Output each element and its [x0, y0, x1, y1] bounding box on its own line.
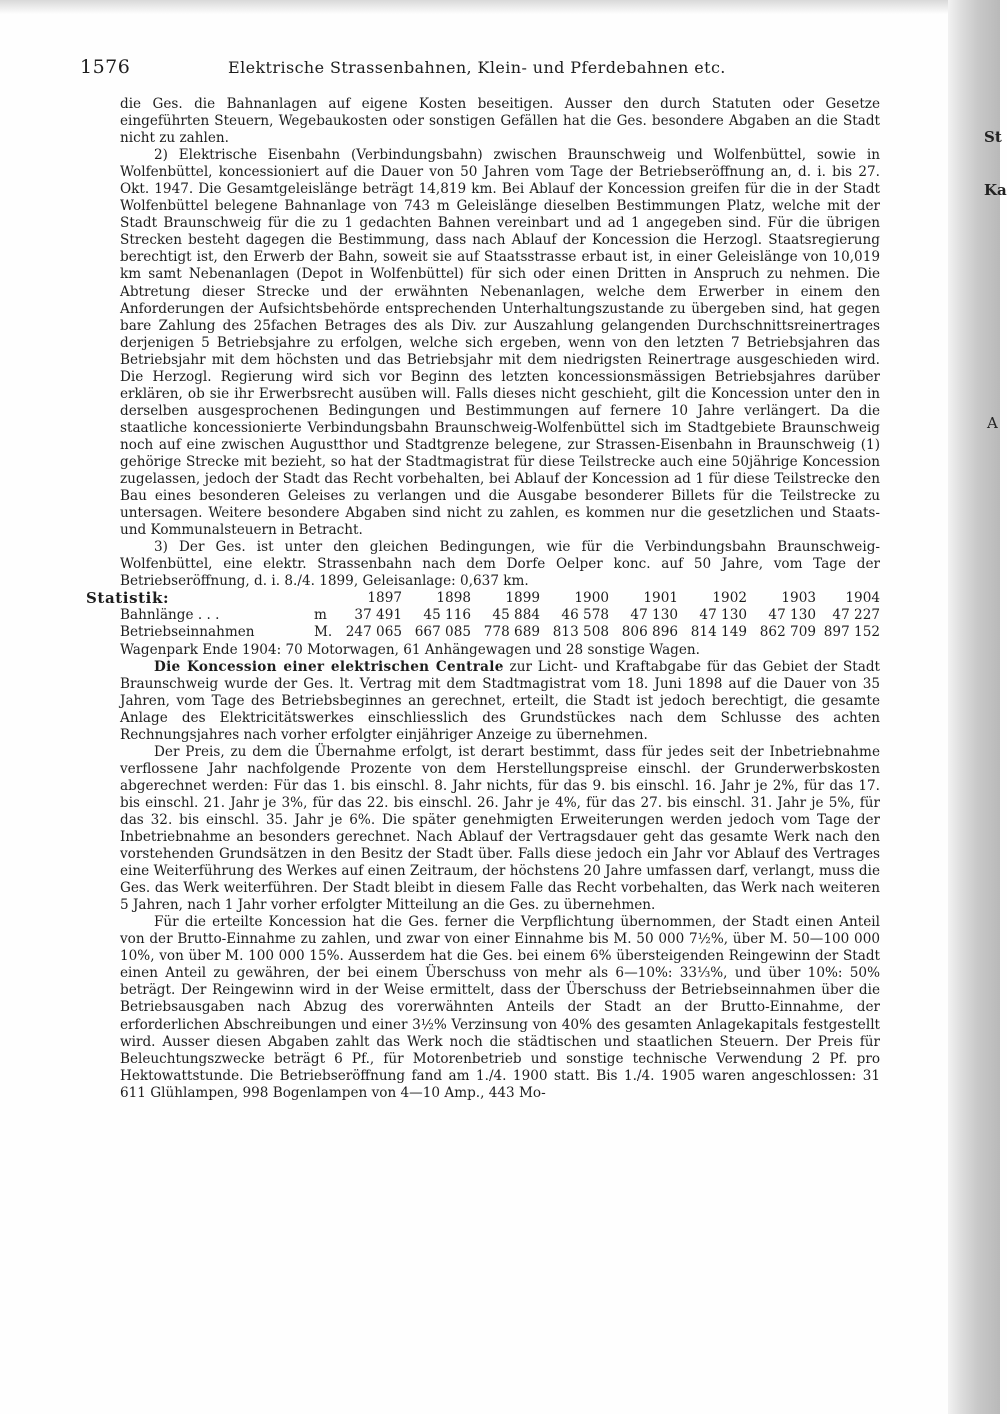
table-row [120, 624, 880, 641]
page-number: 1576 [80, 56, 131, 78]
table-cell: 778 689 [483, 624, 540, 641]
table-cell: 813 508 [552, 624, 609, 641]
row-unit: M. [314, 624, 333, 641]
table-cell: 814 149 [690, 624, 747, 641]
row-label: Betriebseinnahmen [120, 624, 255, 641]
scan-edge-right [948, 0, 1000, 1414]
table-cell: 47 130 [630, 607, 678, 624]
paragraph-text: zur Licht- und Kraftabgabe für das Gebiet der Stadt Braunschweig wurde der Ges. lt. Vertrag mit dem Stadtmagistrat vom 18. Juni 1898 auf die Dauer von 35 Jahren, vom Tage des Betriebsbeginnes an gerechnet, erteilt, die Stadt ist jedoch berechtigt, die gesamte Anlage des Elektricitätswerkes einschliesslich des Grundstückes nach dem Schlusse des achten Rechnungsjahres nach vorher erfolgter einjähriger Anzeige zu übernehmen. [120, 658, 880, 743]
table-cell: 806 896 [621, 624, 678, 641]
table-row [120, 607, 880, 624]
neighbor-page-fragment: A [987, 414, 998, 432]
statistics-table [86, 589, 880, 658]
table-cell: 47 130 [699, 607, 747, 624]
year-header: 1902 [712, 590, 747, 607]
paragraph: 2) Elektrische Eisenbahn (Verbindungsbahn) zwischen Braunschweig und Wolfenbüttel, sowie in Wolfenbüttel, koncessioniert auf die Dauer von 50 Jahren vom Tage der Betriebseröffnung an, d. i. bis 27. Okt. 1947. Die Gesamtgeleislänge beträgt 14,819 km. Bei Ablauf der Koncession greifen für die in der Stadt Wolfenbüttel belegene Bahnanlage von 743 m Geleislänge dieselben Bestimmungen Platz, welche mit der Stadt Braunschweig für die zu 1 gedachten Bahnen vereinbart und ad 1 angegeben sind. Für die übrigen Strecken besteht dagegen die Bestimmung, dass nach Ablauf der Koncession die Herzogl. Staatsregierung berechtigt ist, den Erwerb der Bahn, soweit sie auf Staatsstrasse erbaut ist, in einer Geleislänge von 10,019 km samt Nebenanlagen (Depot in Wolfenbüttel) für sich oder einen Dritten in Anspruch zu nehmen. Die Abtretung dieser Strecke und der erwähnten Nebenanlagen, welche dem Erwerber in einem den Anforderungen der Aufsichtsbehörde entsprechenden Unterhaltungszustande zu übergeben sind, hat gegen bare Zahlung des 25fachen Betrages des als Div. zur Auszahlung gelangenden Durchschnittsreinertrages derjenigen 5 Betriebsjahre zu erfolgen, welche sich ergeben, wenn von den letzten 7 Betriebsjahren das Betriebsjahr mit dem höchsten und das Betriebsjahr mit dem niedrigsten Reinertrage ausgeschieden wird. Die Herzogl. Regierung wird sich vor Beginn des letzten koncessionsmässigen Betriebsjahres darüber erklären, ob sie ihr Erwerbsrecht ausüben will. Falls dieses nicht geschieht, gilt die Koncession unter den in derselben ausgesprochenen Bedingungen und Bestimmungen auf fernere 10 Jahre verlängert. Da die staatliche koncessionierte Verbindungsbahn Braunschweig-Wolfenbüttel sich im Stadtgebiete Braunschweig noch auf eine zwischen Augustthor und Stadtgrenze belegene, zur Strassen-Eisenbahn in Braunschweig (1) gehörige Strecke mit bezieht, so hat der Stadtmagistrat für diese Teilstrecke auch eine 50jährige Koncession zugelassen, jedoch der Stadt das Recht vorbehalten, bei Ablauf der Koncession ad 1 für diese Teilstrecke den Bau eines besonderen Geleises zu verlangen und die Ausgabe besonderer Billets für die Teilstrecke zu untersagen. Weitere besondere Abgaben sind nicht zu zahlen, es kommen nur die gesetzlichen und Staats- und Kommunalsteuern in Betracht. [120, 147, 880, 539]
row-label: Bahnlänge . . . [120, 607, 220, 624]
paragraph: Für die erteilte Koncession hat die Ges. ferner die Verpflichtung übernommen, der Stadt einen Anteil von der Brutto-Einnahme zu zahlen, und zwar von einer Einnahme bis M. 50 000 7½%, über M. 50—100 000 10%, von über M. 100 000 15%. Ausserdem hat die Ges. bei einem 6% übersteigenden Reingewinn der Stadt einen Anteil zu gewähren, der bei einem Überschuss von mehr als 6—10%: 33⅓%, und über 10%: 50% beträgt. Der Reingewinn wird in der Weise ermittelt, dass der Überschuss der Betriebseinnahmen über die Betriebsausgaben nach Abzug des vorerwähnten Anteils der Stadt an der Brutto-Einnahme, der erforderlichen Abschreibungen und einer 3½% Verzinsung von 40% des gesamten Anlagekapitals festgestellt wird. Ausser diesen Abgaben zahlt das Werk noch die städtischen und staatlichen Steuern. Der Preis für Beleuchtungszwecke beträgt 6 Pf., für Motorenbetrieb und sonstige technische Verwendung 2 Pf. pro Hektowattstunde. Die Betriebseröffnung fand am 1./4. 1900 statt. Bis 1./4. 1905 waren angeschlossen: 31 611 Glühlampen, 998 Bogenlampen von 4—10 Amp., 443 Mo- [120, 914, 880, 1101]
neighbor-page-fragment: St [984, 128, 1002, 146]
table-cell: 37 491 [354, 607, 402, 624]
year-header: 1903 [781, 590, 816, 607]
table-cell: 897 152 [823, 624, 880, 641]
year-header: 1897 [367, 590, 402, 607]
table-cell: 47 227 [832, 607, 880, 624]
table-cell: 247 065 [345, 624, 402, 641]
table-cell: 667 085 [414, 624, 471, 641]
neighbor-page-fragment: Ka [984, 181, 1007, 199]
year-header: 1900 [574, 590, 609, 607]
table-cell: 45 884 [492, 607, 540, 624]
paragraph [120, 659, 880, 744]
page-header [80, 56, 915, 82]
scan-shadow-top [0, 0, 1000, 14]
paragraph: 3) Der Ges. ist unter den gleichen Bedingungen, wie für die Verbindungsbahn Braunschweig-Wolfenbüttel, eine elektr. Strassenbahn nach dem Dorfe Oelper konc. auf 50 Jahre, vom Tage der Betriebseröffnung, d. i. 8./4. 1899, Geleisanlage: 0,637 km. [120, 539, 880, 590]
paragraph: Der Preis, zu dem die Übernahme erfolgt, ist derart bestimmt, dass für jedes seit der Inbetriebnahme verflossene Jahr nachfolgende Prozente von dem Herstellungspreise einschl. der Grunderwerbskosten abgerechnet werden: Für das 1. bis einschl. 8. Jahr nichts, für das 9. bis einschl. 16. Jahr je 2%, für das 17. bis einschl. 21. Jahr je 3%, für das 22. bis einschl. 26. Jahr je 4%, für das 27. bis einschl. 31. Jahr je 5%, für das 32. bis einschl. 35. Jahr je 6%. Die später genehmigten Erweiterungen werden jedoch vom Tage der Inbetriebnahme an besonders gerechnet. Nach Ablauf der Vertragsdauer geht das gesamte Werk nach den vorstehenden Grundsätzen in den Besitz der Stadt über. Falls diese jedoch ein Jahr vor Ablauf des Vertrages eine Weiterführung des Werkes auf einen Zeitraum, der höchstens 20 Jahre umfassen darf, verlangt, muss die Ges. das Werk weiterführen. Der Stadt bleibt in diesem Falle das Recht vorbehalten, das Werk nach weiteren 5 Jahren, nach 1 Jahr vorher erfolgter Mitteilung an die Ges. zu übernehmen. [120, 743, 880, 914]
table-cell: 46 578 [561, 607, 609, 624]
running-title: Elektrische Strassenbahnen, Klein- und Pferdebahnen etc. [228, 58, 726, 77]
table-cell: 862 709 [759, 624, 816, 641]
fleet-summary: Wagenpark Ende 1904: 70 Motorwagen, 61 Anhängewagen und 28 sonstige Wagen. [120, 641, 701, 658]
row-unit: m [314, 607, 327, 624]
table-cell: 45 116 [423, 607, 471, 624]
body-text [86, 96, 880, 1102]
year-header: 1901 [643, 590, 678, 607]
statistics-header-row [86, 589, 880, 608]
statistics-heading: Statistik: [86, 589, 170, 608]
paragraph: die Ges. die Bahnanlagen auf eigene Kosten beseitigen. Ausser den durch Statuten oder Gesetze eingeführten Steuern, Wegebaukosten oder sonstigen Gefällen hat die Ges. besondere Abgaben an die Stadt nicht zu zahlen. [120, 96, 880, 147]
year-header: 1899 [505, 590, 540, 607]
year-header: 1904 [845, 590, 880, 607]
year-header: 1898 [436, 590, 471, 607]
paragraph-lead: Die Koncession einer elektrischen Centrale [154, 658, 504, 675]
table-cell: 47 130 [768, 607, 816, 624]
